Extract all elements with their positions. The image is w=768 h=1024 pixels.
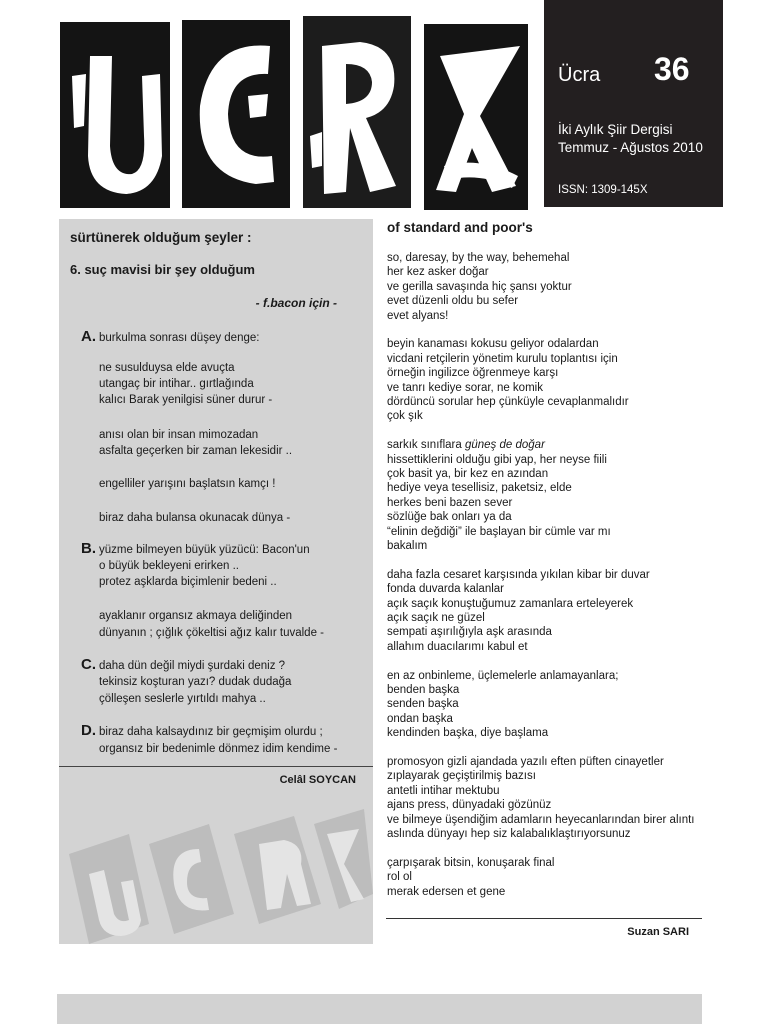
poem-line: benden başka <box>387 684 460 696</box>
poem-line: fonda duvarda kalanlar <box>387 583 504 596</box>
poem-line: evet alyans! <box>387 309 449 322</box>
poem-line: protez aşklarda biçimlenir bedeni .. <box>99 576 277 588</box>
italic-fragment: güneş de doğar <box>464 439 545 452</box>
poem-line-text: sarkık sınıflara <box>387 439 465 452</box>
poem-line: yüzme bilmeyen büyük yüzücü: Bacon'un <box>99 544 310 556</box>
masthead-logo <box>60 16 532 210</box>
poem-line <box>387 439 545 451</box>
poem-line: dünyanın ; çığlık çökeltisi ağız kalır tuvalde - <box>99 627 324 639</box>
poem-line: daha fazla cesaret karşısında yıkılan kibar bir duvar <box>387 568 650 581</box>
poem-line: engelliler yarışını başlatsın kamçı ! <box>99 478 276 490</box>
poem-line: en az onbinleme, üçlemelerle anlamayanlara; <box>387 669 619 682</box>
poem-line: biraz daha bulansa okunacak dünya - <box>99 512 291 524</box>
poem-line: organsız bir bedenimle dönmez idim kendime - <box>99 743 338 755</box>
poem-line: kalıcı Barak yenilgisi süner durur - <box>99 394 273 406</box>
left-poem-title: sürtünerek olduğum şeyler : <box>70 230 252 245</box>
poem-line: bakalım <box>387 540 428 552</box>
poem-line: antetli intihar mektubu <box>387 784 500 797</box>
poem-line: kendinden başka, diye başlama <box>387 727 549 740</box>
poem-line: çok şık <box>387 410 423 423</box>
issn: ISSN: 1309-145X <box>558 184 648 196</box>
poem-line: daha dün değil miydi şurdaki deniz ? <box>99 660 286 672</box>
poem-line: zıplayarak geçiştirilmiş bazısı <box>387 770 536 783</box>
poem-line: çarpışarak bitsin, konuşarak final <box>387 856 555 869</box>
poem-line: açık saçık ne güzel <box>387 612 485 624</box>
poem-line: ve tanrı kediye sorar, ne komik <box>387 381 543 394</box>
poem-line: “elinin değdiği” ile başlayan bir cümle var mı <box>387 525 611 538</box>
poem-line: allahım duacılarımı kabul et <box>387 640 528 653</box>
poem-line: beyin kanaması kokusu geliyor odalardan <box>387 338 599 351</box>
left-poem-author: Celâl SOYCAN <box>279 774 356 786</box>
poem-line: tekinsiz koşturan yazı? dudak dudağa <box>99 676 292 688</box>
poem-line: utangaç bir intihar.. gırtlağında <box>99 378 254 390</box>
poem-line: ondan başka <box>387 712 453 725</box>
left-poem-panel <box>59 219 373 944</box>
issue-date: Temmuz - Ağustos 2010 <box>558 140 703 155</box>
poem-line: dördüncü sorular hep çünküyle cevaplanmalıdır <box>387 396 629 408</box>
poem-line: hediye veya tesellisiz, paketsiz, elde <box>387 482 572 495</box>
poem-line: örneğin ingilizce öğrenmeye karşı <box>387 367 559 380</box>
ucra-logo-artwork <box>60 16 532 210</box>
left-poem-subtitle: 6. suç mavisi bir şey olduğum <box>70 262 255 277</box>
poem-line: çok basit ya, bir kez en azından <box>387 468 549 480</box>
poem-line: aslında dünyayı hep siz kalabalıklaştırıyorsunuz <box>387 828 631 840</box>
poem-line: ayaklanır organsız akmaya deliğinden <box>99 610 293 622</box>
poem-line: anısı olan bir insan mimozadan <box>99 429 259 441</box>
divider <box>386 918 702 919</box>
divider <box>59 766 373 767</box>
right-poem-title: of standard and poor's <box>387 220 533 235</box>
footer-bar <box>57 994 702 1024</box>
magazine-subtitle: İki Aylık Şiir Dergisi <box>558 122 673 137</box>
poem-line: rol ol <box>387 871 412 884</box>
issue-info-box <box>544 0 723 207</box>
poem-line: senden başka <box>387 698 459 711</box>
magazine-name: Ücra <box>558 64 601 86</box>
poem-line: promosyon gizli ajandada yazılı eften püften cinayetler <box>387 756 664 768</box>
poem-line: biraz daha kalsaydınız bir geçmişim olurdu ; <box>99 726 323 738</box>
section-letter: C. <box>81 656 96 673</box>
poem-line: ve bilmeye üşendiğim adamların heyecanlarından birer alıntı <box>387 813 695 826</box>
section-letter: B. <box>81 540 96 557</box>
poem-line: sempati aşırılığıyla aşk arasında <box>387 626 552 639</box>
poem-line: açık saçık konuştuğumuz zamanlara erteleyerek <box>387 597 634 610</box>
poem-line: çölleşen seslerle yırtıldı mahya .. <box>99 693 266 705</box>
poem-line: ne susulduysa elde avuçta <box>99 362 235 374</box>
poem-line: herkes beni bazen sever <box>387 496 513 509</box>
poem-line: ve gerilla savaşında hiç şansı yoktur <box>387 280 572 293</box>
poem-line: ajans press, dünyadaki gözünüz <box>387 799 552 812</box>
faded-logo-decoration <box>59 804 373 944</box>
poem-line: so, daresay, by the way, behemehal <box>387 252 570 264</box>
poem-line: o büyük bekleyeni erirken .. <box>99 560 239 572</box>
issue-number: 36 <box>654 51 690 87</box>
poem-line: asfalta geçerken bir zaman lekesidir .. <box>99 445 293 457</box>
poem-line: hissettiklerini olduğu gibi yap, her neyse fiili <box>387 453 607 466</box>
poem-line: her kez asker doğar <box>387 266 489 279</box>
left-poem-dedication: - f.bacon için - <box>255 296 337 310</box>
section-letter: A. <box>81 328 96 345</box>
poem-line: vicdani retçilerin yönetim kurulu toplantısı için <box>387 352 618 365</box>
poem-line: burkulma sonrası düşey denge: <box>99 332 260 344</box>
poem-line: evet düzenli oldu bu sefer <box>387 295 519 308</box>
right-poem-author: Suzan SARI <box>627 926 689 938</box>
poem-line: sözlüğe bak onları ya da <box>387 511 512 524</box>
section-letter: D. <box>81 722 96 739</box>
poem-line: merak edersen et gene <box>387 885 506 898</box>
